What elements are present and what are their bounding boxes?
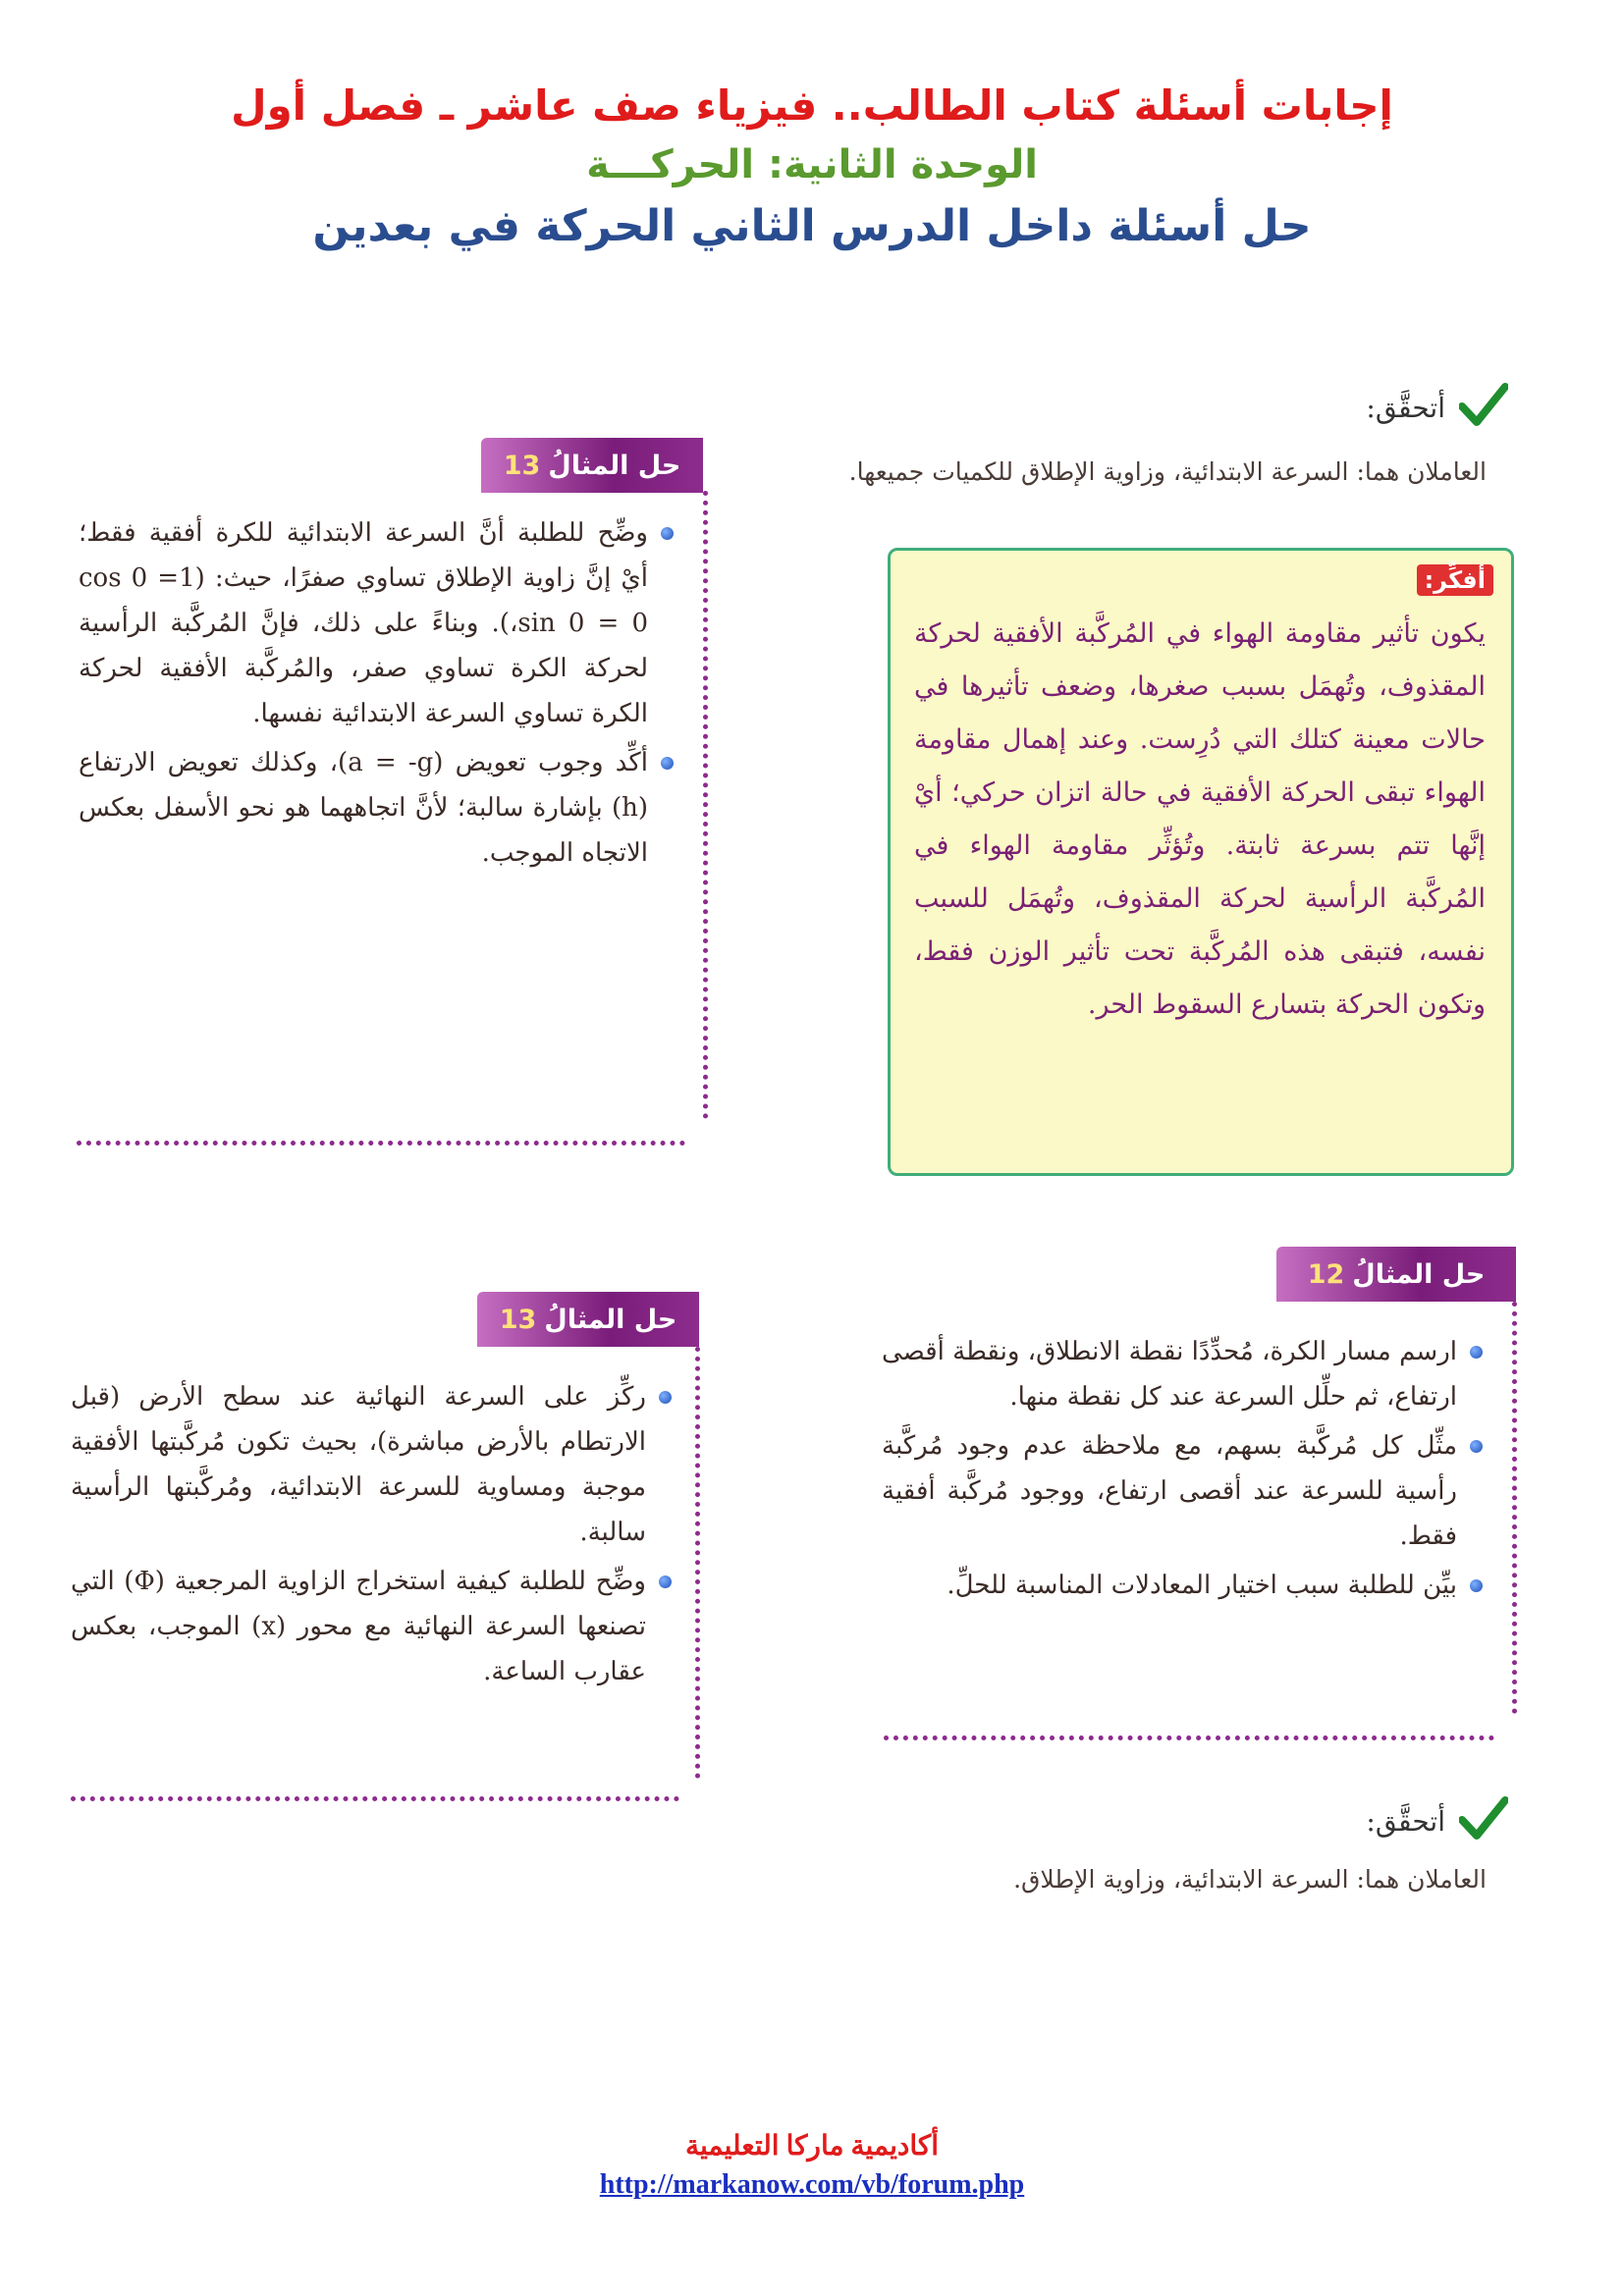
example13-top-body bbox=[79, 510, 674, 880]
example12-border-right bbox=[1512, 1302, 1517, 1714]
check-top-answer: العاملان هما: السرعة الابتدائية، وزاوية الإطلاق للكميات جميعها. bbox=[848, 457, 1487, 486]
footer-link[interactable]: http://markanow.com/vb/forum.php bbox=[599, 2169, 1025, 2200]
list-item: ارسم مسار الكرة، مُحدِّدًا نقطة الانطلاق، ونقطة أقصى ارتفاع، ثم حلِّل السرعة عند كل نقطة منها. bbox=[882, 1329, 1483, 1419]
list-item: أكِّد وجوب تعويض (a = -g)، وكذلك تعويض الارتفاع (h) بإشارة سالبة؛ لأنَّ اتجاههما هو نحو الأسفل بعكس الاتجاه الموجب. bbox=[79, 740, 674, 876]
example13-bottom-border-bottom bbox=[71, 1796, 679, 1801]
example12-body bbox=[882, 1329, 1483, 1612]
example13-top-tab-label: حل المثالُ bbox=[548, 450, 681, 481]
check-mark-icon bbox=[1459, 1796, 1508, 1845]
list-item: بيِّن للطلبة سبب اختيار المعادلات المناسبة للحلِّ. bbox=[882, 1563, 1483, 1608]
example13-top-tab-number: 13 bbox=[503, 450, 541, 481]
check-bottom-label: أتحقَّق: bbox=[1366, 1804, 1445, 1838]
page-title: إجابات أسئلة كتاب الطالب.. فيزياء صف عاشر ـ فصل أول bbox=[231, 81, 1393, 130]
example13-top-border-right bbox=[703, 491, 708, 1119]
think-text: يكون تأثير مقاومة الهواء في المُركَّبة الأفقية لحركة المقذوف، وتُهمَل بسبب صغرها، وضعف تأثيرها في حالات معينة كتلك التي دُرِست. وعند إهمال مقاومة الهواء تبقى الحركة الأفقية في حالة اتزان حركي؛ أيْ إنَّها تتم بسرعة ثابتة. وتُؤثِّر مقاومة الهواء في المُركَّبة الرأسية لحركة المقذوف، وتُهمَل للسبب نفسه، فتبقى هذه المُركَّبة تحت تأثير الوزن فقط، وتكون الحركة بتسارع السقوط الحر. bbox=[914, 618, 1486, 1020]
example12-tab-label: حل المثالُ bbox=[1352, 1258, 1486, 1290]
check-mark-icon bbox=[1459, 383, 1508, 432]
check-bottom-answer: العاملان هما: السرعة الابتدائية، وزاوية الإطلاق. bbox=[1013, 1865, 1487, 1894]
example12-border-bottom bbox=[884, 1735, 1494, 1740]
page-header bbox=[0, 77, 1624, 259]
check-top-label: أتحقَّق: bbox=[1366, 391, 1445, 424]
example13-bottom-body bbox=[71, 1374, 672, 1698]
check-bottom-heading bbox=[1366, 1796, 1508, 1845]
check-top-heading bbox=[1366, 383, 1508, 432]
lesson-title: حل أسئلة داخل الدرس الثاني الحركة في بعدين bbox=[312, 201, 1312, 251]
think-badge: أفكِّر: bbox=[1417, 564, 1493, 596]
list-item: وضِّح للطلبة أنَّ السرعة الابتدائية للكرة أفقية فقط؛ أيْ إنَّ زاوية الإطلاق تساوي صفرًا، حيث: (cos 0 =1 ،sin 0 = 0). وبناءً على ذلك، فإنَّ المُركَّبة الرأسية لحركة الكرة تساوي صفر، والمُركَّبة الأفقية لحركة الكرة تساوي السرعة الابتدائية نفسها. bbox=[79, 510, 674, 736]
list-item: مثِّل كل مُركَّبة بسهم، مع ملاحظة عدم وجود مُركَّبة رأسية للسرعة عند أقصى ارتفاع، ووجود مُركَّبة أفقية فقط. bbox=[882, 1423, 1483, 1559]
example13-bottom-tab bbox=[477, 1292, 699, 1347]
list-item: وضِّح للطلبة كيفية استخراج الزاوية المرجعية (Φ) التي تصنعها السرعة النهائية مع محور (x) الموجب، بعكس عقارب الساعة. bbox=[71, 1559, 672, 1694]
example13-bottom-tab-label: حل المثالُ bbox=[544, 1304, 677, 1335]
example12-tab-number: 12 bbox=[1307, 1258, 1345, 1290]
example13-bottom-tab-number: 13 bbox=[499, 1304, 537, 1335]
example13-top-tab bbox=[481, 438, 703, 493]
list-item: ركِّز على السرعة النهائية عند سطح الأرض (قبل الارتطام بالأرض مباشرة)، بحيث تكون مُركَّبتها الأفقية موجبة ومساوية للسرعة الابتدائية، ومُركَّبتها الرأسية سالبة. bbox=[71, 1374, 672, 1555]
example13-top-border-bottom bbox=[77, 1141, 685, 1146]
think-box bbox=[888, 548, 1514, 1176]
page-footer bbox=[0, 2128, 1624, 2205]
footer-academy: أكاديمية ماركا التعليمية bbox=[684, 2131, 940, 2162]
example12-tab bbox=[1276, 1247, 1516, 1302]
example13-bottom-border-right bbox=[695, 1347, 700, 1779]
unit-title: الوحدة الثانية: الحركـــة bbox=[586, 142, 1038, 187]
